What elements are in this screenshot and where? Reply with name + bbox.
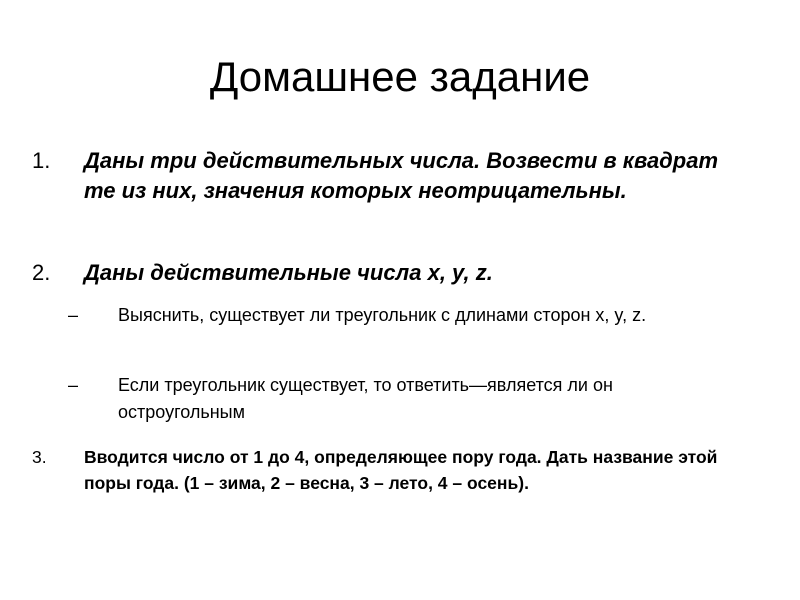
- list-item-2: [32, 258, 752, 288]
- sub-bullet: –: [68, 375, 79, 395]
- sub-item-1: [68, 302, 738, 329]
- item-number: 3.: [32, 447, 47, 467]
- sub-item-text: Если треугольник существует, то ответить—является ли он остроугольным: [118, 375, 613, 422]
- item-number: 1.: [32, 148, 51, 173]
- list-item-3: [32, 444, 752, 496]
- slide-title: Домашнее задание: [209, 53, 591, 100]
- sub-bullet: –: [68, 305, 79, 325]
- sub-item-text: Выяснить, существует ли треугольник с длинами сторон x, y, z.: [118, 305, 647, 325]
- list-item-1: [32, 146, 752, 206]
- sub-item-2: [68, 372, 738, 426]
- item-text: Даны действительные числа x, y, z.: [84, 260, 493, 285]
- item-number: 2.: [32, 260, 51, 285]
- item-text: Вводится число от 1 до 4, определяющее пору года. Дать название этой поры года. (1 – зима, 2 – весна, 3 – лето, 4 – осень).: [84, 447, 718, 493]
- item-text: Даны три действительных числа. Возвести в квадрат те из них, значения которых неотрицательны.: [84, 148, 719, 203]
